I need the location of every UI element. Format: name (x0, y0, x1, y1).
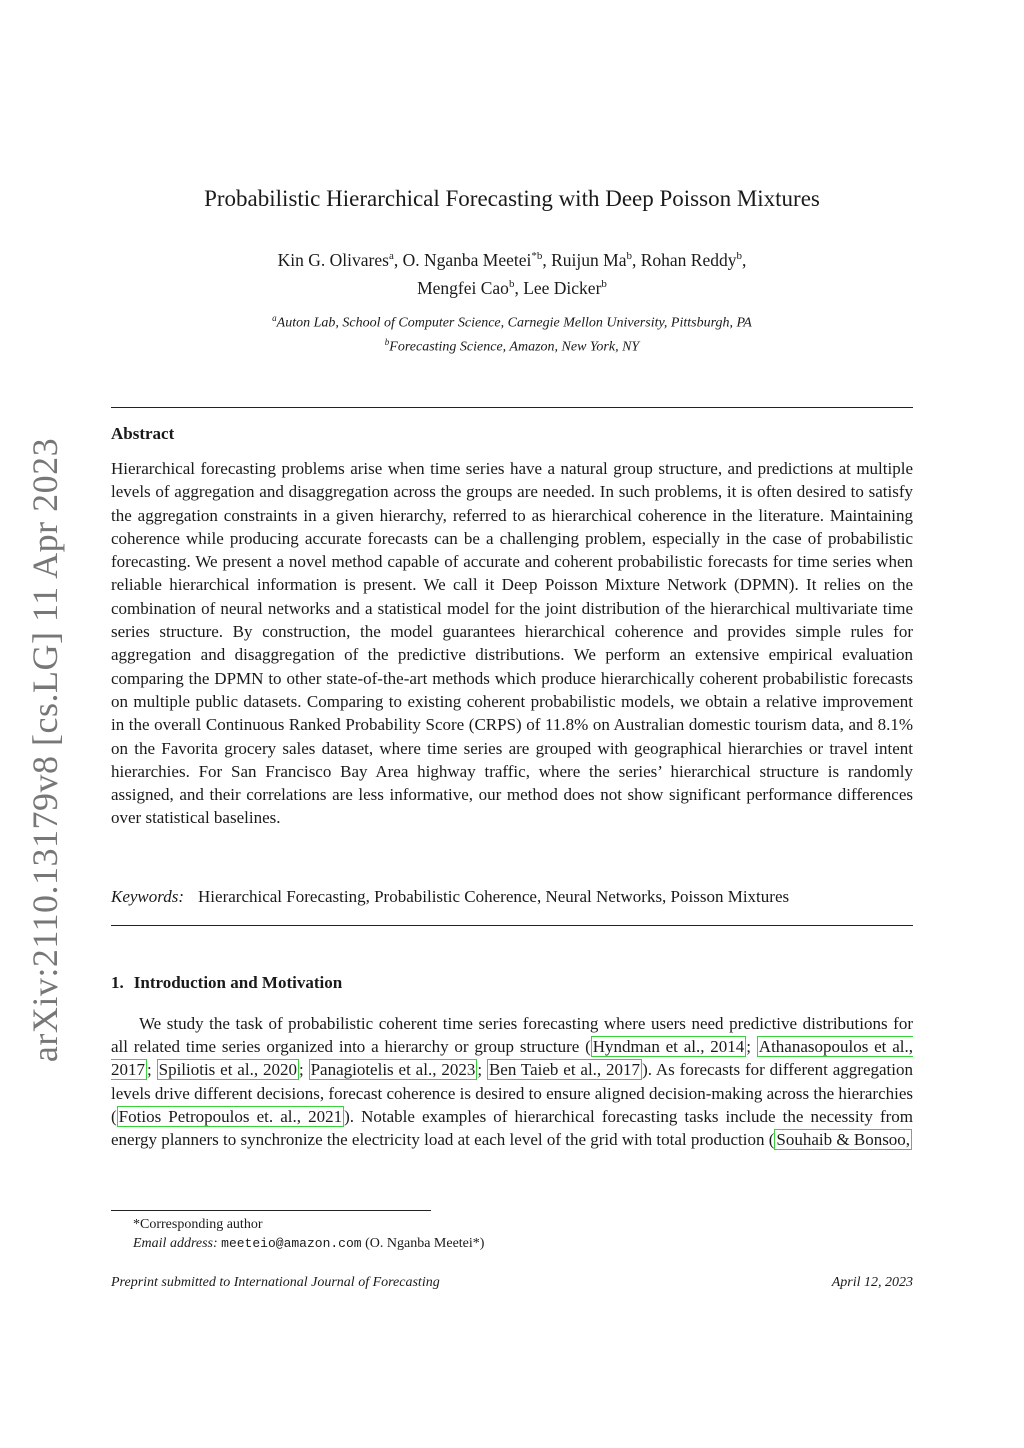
author-name: O. Nganba Meetei (402, 249, 532, 270)
author-name: Lee Dicker (523, 277, 602, 298)
citation-link[interactable]: Souhaib & Bonsoo, (776, 1130, 911, 1150)
arxiv-side-stamp: arXiv:2110.13179v8 [cs.LG] 11 Apr 2023 (25, 437, 65, 1063)
intro-paragraph: We study the task of probabilistic coherent time series forecasting where users need predictive distributions for all related time series organized into a hierarchy or group structure ( Hyndman et al., 2014 ; Athanasopoulos et al., 2017 ; Spiliotis et al., 2020 ; Panagiotelis et al., 2023 ; Ben Taieb et al., 2017 ). As forecasts for different aggregation levels drive different decisions, forecast coherence is desired to ensure aligned decision-making across the hierarchies ( Fotios Petropoulos et. al., 2021 ). Notable examples of hierarchical forecasting tasks include the necessity from energy planners to synchronize the electricity load at each level of the grid with total production ( Souhaib & Bonsoo, (111, 1014, 913, 1150)
citation-link[interactable]: Ben Taieb et al., 2017 (488, 1060, 641, 1080)
citation-link[interactable]: Panagiotelis et al., 2023 (310, 1060, 476, 1080)
citation-link[interactable]: Spiliotis et al., 2020 (158, 1060, 297, 1080)
abstract-bottom-rule (111, 925, 913, 926)
author-list: Kin G. Olivares$^a$, O. Nganba Meetei$^{*b}$, Ruijun Ma$^b$, Rohan Reddy$^b$, Mengfei Cao$^b$, Lee Dicker$^b$ (277, 249, 747, 298)
abstract-top-rule (111, 407, 913, 408)
author-affil-mark: *b (531, 250, 543, 262)
footnote-email-line (133, 1234, 484, 1253)
abstract-body: Hierarchical forecasting problems arise when time series have a natural group structure, and predictions at multiple levels of aggregation and disaggregation across the groups are needed. In such problems, it is often desired to satisfy the aggregation constraints in a given hierarchy, referred to as hierarchical coherence in the literature. Maintaining coherence while producing accurate forecasts can be a challenging problem, especially in the case of probabilistic forecasting. We present a novel method capable of accurate and coherent probabilistic forecasts for time series when reliable hierarchical information is present. We call it Deep Poisson Mixture Network (DPMN). It relies on the combination of neural networks and a statistical model for the joint distribution of the hierarchical multivariate time series structure. By construction, the model guarantees hierarchical coherence and provides simple rules for aggregation and disaggregation of the predictive distributions. We perform an extensive empirical evaluation comparing the DPMN to other state-of-the-art methods which produce hierarchically coherent probabilistic forecasts on multiple public datasets. Comparing to existing coherent probabilistic models, we obtain a relative improvement in the overall Continuous Ranked Probability Score (CRPS) of 11.8% on Australian domestic tourism data, and 8.1% on the Favorita grocery sales dataset, where time series are grouped with geographical hierarchies or travel intent hierarchies. For San Francisco Bay Area highway traffic, where the series’ hierarchical structure is randomly assigned, and their correlations are less informative, our method does not show significant performance differences over statistical baselines. (111, 459, 913, 828)
keywords-line (111, 887, 913, 907)
footer-date: April 12, 2023 (831, 1275, 913, 1290)
footnote-corresponding: *Corresponding author (133, 1217, 263, 1232)
author-name: Rohan Reddy (640, 249, 737, 270)
affiliation-a: $^a$Auton Lab, School of Computer Science, Carnegie Mellon University, Pittsburgh, PA (272, 313, 752, 331)
email-label: Email address: (133, 1236, 218, 1251)
affiliations (111, 309, 913, 356)
email-link[interactable]: meeteio@amazon.com (221, 1236, 362, 1251)
author-affil-mark: b (601, 277, 607, 290)
citation-link[interactable]: Athanasopoulos et al., 2017 (111, 1037, 913, 1080)
keywords-label: Keywords: (111, 887, 185, 906)
keywords-text: Hierarchical Forecasting, Probabilistic Coherence, Neural Networks, Poisson Mixtures (198, 887, 790, 906)
footnote-rule (111, 1210, 431, 1211)
affiliation-b: $^b$Forecasting Science, Amazon, New York, NY (384, 336, 640, 355)
author-name: Mengfei Cao (417, 277, 509, 298)
author-name: Kin G. Olivares (277, 249, 389, 270)
author-affil-mark: b (736, 250, 742, 262)
author-affil-mark: a (388, 250, 394, 262)
email-owner: (O. Nganba Meetei*) (365, 1236, 485, 1251)
section-heading (111, 973, 342, 993)
paper-title: Probabilistic Hierarchical Forecasting with Deep Poisson Mixtures (204, 186, 820, 211)
citation-link[interactable]: Hyndman et al., 2014 (592, 1037, 745, 1057)
author-affil-mark: b (626, 250, 632, 262)
section-number: 1. (111, 973, 124, 992)
footnote (133, 1215, 484, 1253)
citation-link[interactable]: Fotios Petropoulos et. al., 2021 (118, 1106, 343, 1126)
abstract-heading: Abstract (111, 424, 175, 443)
footer-journal: Preprint submitted to International Journal of Forecasting (111, 1275, 440, 1290)
section-title: Introduction and Motivation (133, 973, 343, 992)
author-name: Ruijun Ma (551, 249, 627, 270)
author-affil-mark: b (508, 277, 515, 290)
